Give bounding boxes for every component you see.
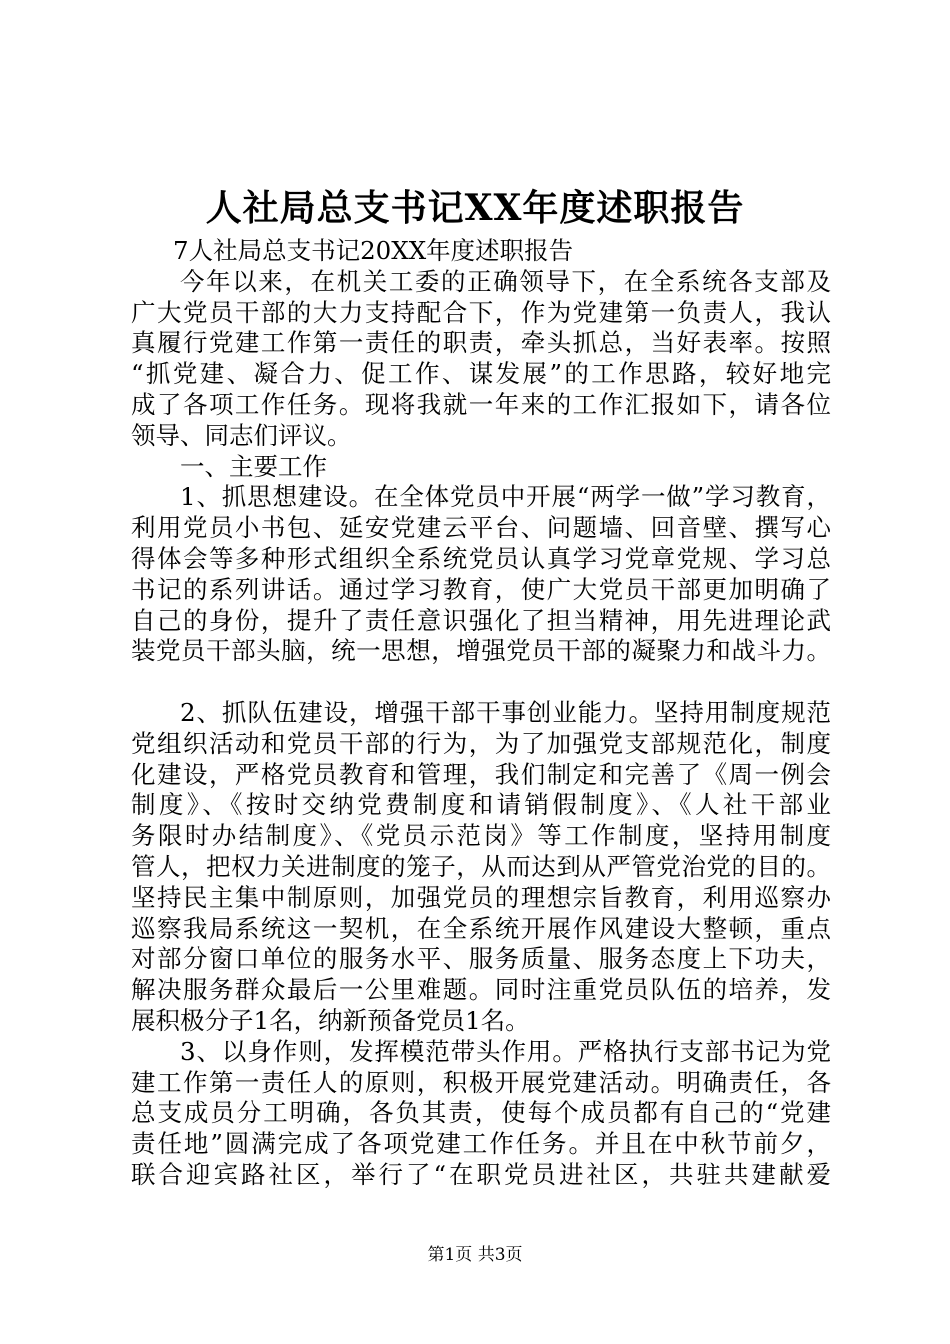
paragraph-line: 责任地”圆满完成了各项党建工作任务。并且在中秋节前夕， (131, 1129, 831, 1159)
paragraph-line: 自己的身份，提升了责任意识强化了担当精神，用先进理论武 (131, 605, 831, 635)
paragraph-line: 成了各项工作任务。现将我就一年来的工作汇报如下，请各位 (131, 389, 831, 419)
paragraph-line: 装党员干部头脑，统一思想，增强党员干部的凝聚力和战斗力。 (131, 636, 831, 666)
blank-line (131, 667, 831, 698)
paragraph-line: 广大党员干部的大力支持配合下，作为党建第一负责人，我认 (131, 297, 831, 327)
paragraph-line: 对部分窗口单位的服务水平、服务质量、服务态度上下功夫， (131, 944, 831, 974)
paragraph-line: 今年以来，在机关工委的正确领导下，在全系统各支部及 (180, 266, 831, 296)
paragraph-line: 得体会等多种形式组织全系统党员认真学习党章党规、学习总 (131, 543, 831, 573)
paragraph-line: “抓党建、凝合力、促工作、谋发展”的工作思路，较好地完 (131, 359, 831, 389)
paragraph-line: 领导、同志们评议。 (131, 420, 352, 450)
subtitle-line: 7人社局总支书记20XX年度述职报告 (173, 236, 574, 265)
paragraph-line: 联合迎宾路社区，举行了“在职党员进社区，共驻共建献爱 (131, 1159, 831, 1189)
document-body (131, 236, 831, 1191)
paragraph-line: 党组织活动和党员干部的行为，为了加强党支部规范化，制度 (131, 728, 831, 758)
document-title: 人社局总支书记XX年度述职报告 (205, 187, 745, 229)
paragraph-line: 1、抓思想建设。在全体党员中开展“两学一做”学习教育， (180, 482, 831, 512)
paragraph-line: 书记的系列讲话。通过学习教育，使广大党员干部更加明确了 (131, 574, 831, 604)
paragraph-line: 真履行党建工作第一责任的职责，牵头抓总，当好表率。按照 (131, 328, 831, 358)
paragraph-line: 化建设，严格党员教育和管理，我们制定和完善了《周一例会 (131, 759, 831, 789)
paragraph-line: 展积极分子1名，纳新预备党员1名。 (131, 1005, 530, 1035)
paragraph-line: 巡察我局系统这一契机，在全系统开展作风建设大整顿，重点 (131, 913, 831, 943)
paragraph-line: 3、以身作则，发挥模范带头作用。严格执行支部书记为党 (180, 1036, 831, 1066)
paragraph-line: 总支成员分工明确，各负其责，使每个成员都有自己的“党建 (131, 1098, 831, 1128)
paragraph-line: 建工作第一责任人的原则，积极开展党建活动。明确责任，各 (131, 1067, 831, 1097)
paragraph-line: 2、抓队伍建设，增强干部干事创业能力。坚持用制度规范 (180, 697, 831, 727)
paragraph-line: 务限时办结制度》、《党员示范岗》等工作制度，坚持用制度 (131, 821, 831, 851)
paragraph-line: 解决服务群众最后一公里难题。同时注重党员队伍的培养，发 (131, 975, 831, 1005)
paragraph-line: 制度》、《按时交纳党费制度和请销假制度》、《人社干部业 (131, 790, 831, 820)
page-footer: 第1页 共3页 (427, 1245, 523, 1265)
paragraph-line: 坚持民主集中制原则，加强党员的理想宗旨教育，利用巡察办 (131, 882, 831, 912)
paragraph-line: 利用党员小书包、延安党建云平台、问题墙、回音壁、撰写心 (131, 513, 831, 543)
section-heading: 一、主要工作 (180, 451, 327, 481)
paragraph-line: 管人，把权力关进制度的笼子，从而达到从严管党治党的目的。 (131, 851, 831, 881)
